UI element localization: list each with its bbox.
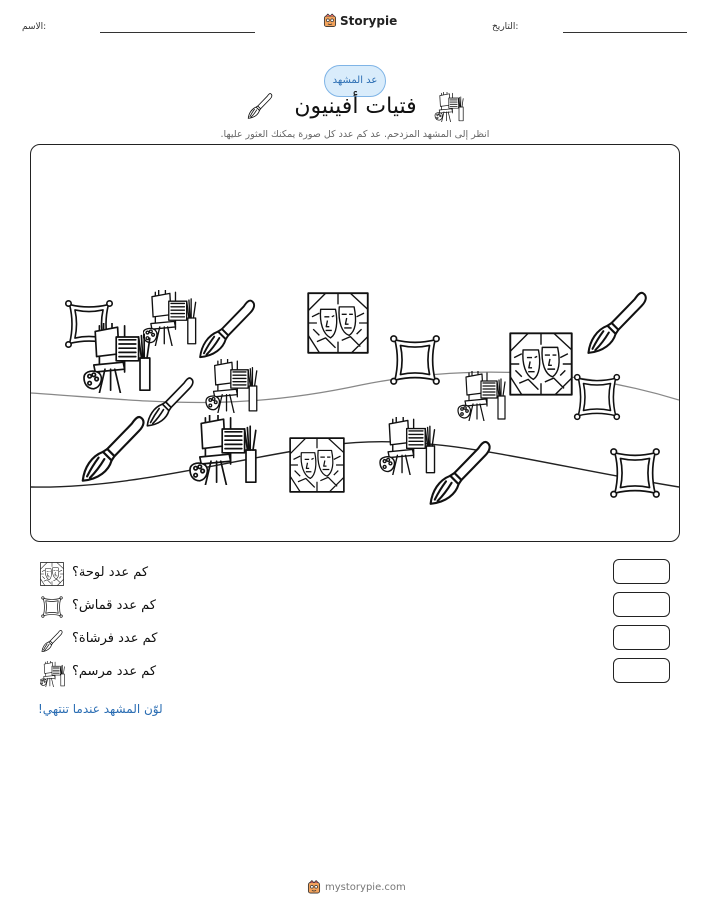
question-2-icon [40,595,64,619]
answer-box-2[interactable] [613,592,670,617]
easel-item [143,290,196,346]
brand-name: Storypie [340,14,398,28]
storypie-logo-icon [307,880,321,895]
question-1-text: كم عدد لوحة؟ [72,565,149,580]
canvas-icon [40,595,64,619]
question-2-text: كم عدد قماش؟ [72,598,156,613]
date-input-line[interactable] [563,32,687,33]
brand-header [323,13,397,29]
footer-url[interactable]: mystorypie.com [325,882,406,893]
canvas-item [391,336,439,384]
brush-item [83,417,144,481]
question-4-text: كم عدد مرسم؟ [72,664,157,679]
brush-item [588,293,645,353]
painting-item [510,333,571,394]
date-label: التاريخ: [492,22,519,32]
canvas-item [611,449,659,497]
instructions: انظر إلى المشهد المزدحم. عد كم عدد كل صورة يمكنك العثور عليها. [220,129,490,140]
question-3-icon [40,628,64,654]
scene-art [31,145,679,541]
answer-box-3[interactable] [613,625,670,650]
easel-studio-icon [40,661,66,687]
canvas-item [575,375,620,420]
easel-item [458,371,505,421]
painting-item [290,438,344,492]
question-1-icon [40,562,64,586]
name-input-line[interactable] [100,32,255,33]
footer [307,880,406,895]
name-label: الاسم: [22,22,47,32]
storypie-logo-icon [323,13,337,29]
counting-scene [30,144,680,542]
easel-item [190,415,256,485]
page-title: فتيات أفينيون [294,94,417,119]
answer-box-1[interactable] [613,559,670,584]
question-4-icon [40,661,66,687]
paintbrush-icon [246,91,274,121]
mosaic-painting-icon [40,562,64,586]
painting-item [308,293,368,353]
easel-item [206,359,257,413]
answer-box-4[interactable] [613,658,670,683]
question-3-text: كم عدد فرشاة؟ [72,631,158,646]
easel-studio-icon [433,92,467,122]
color-prompt: لوّن المشهد عندما تنتهي! [38,702,163,716]
easel-item [380,417,435,475]
brush-item [431,442,490,504]
paintbrush-icon [40,628,64,654]
brush-item [200,301,254,358]
section-badge: عد المشهد [324,65,386,97]
